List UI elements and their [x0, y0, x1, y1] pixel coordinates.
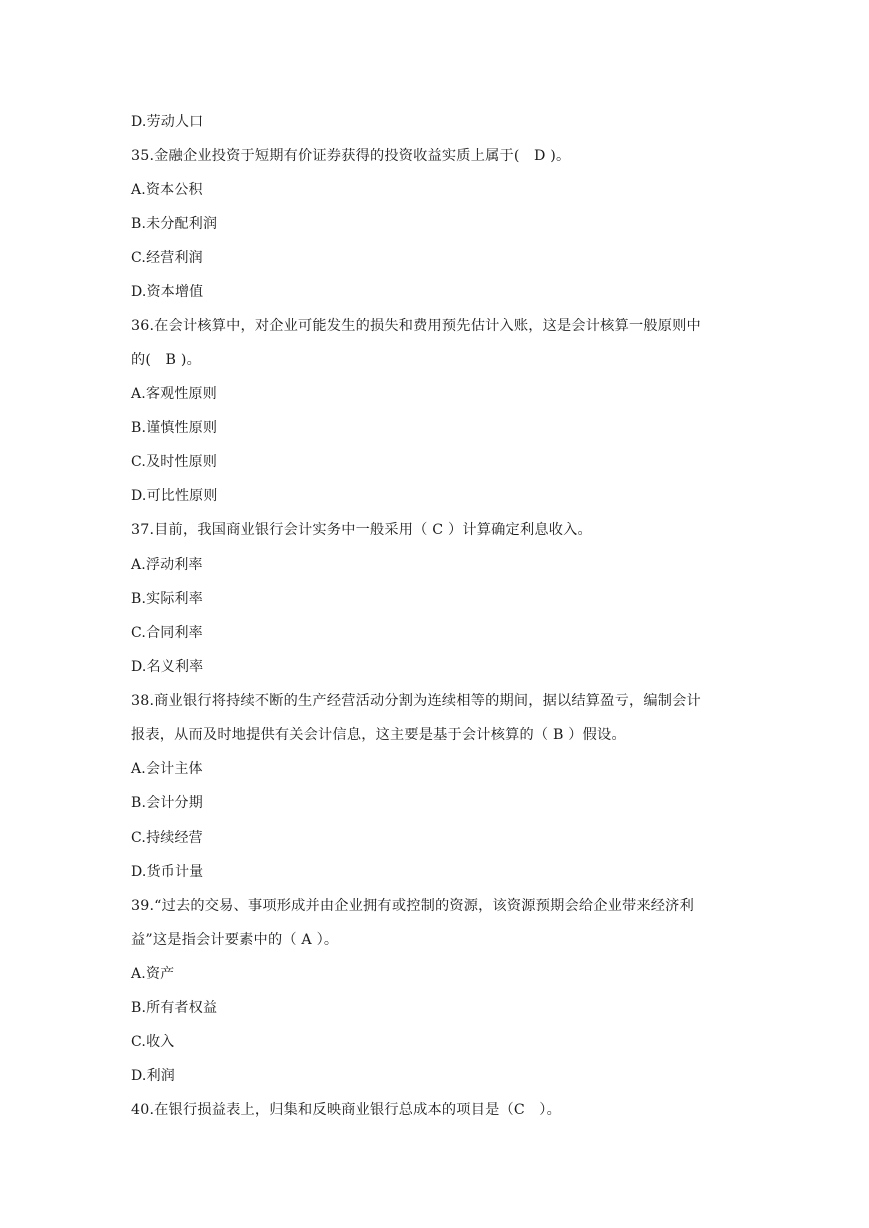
option-line: A.资本公积 [131, 182, 203, 198]
question-36: 36.在会计核算中，对企业可能发生的损失和费用预先估计入账，这是会计核算一般原则中 [131, 318, 701, 334]
question-37: 37.目前，我国商业银行会计实务中一般采用（ C ）计算确定利息收入。 [131, 522, 592, 538]
option-line: B.所有者权益 [131, 1000, 218, 1016]
question-35: 35.金融企业投资于短期有价证券获得的投资收益实质上属于( D )。 [131, 148, 571, 164]
question-36-cont: 的( B )。 [131, 352, 201, 368]
option-line: D.利润 [131, 1068, 175, 1084]
option-line: C.收入 [131, 1034, 175, 1050]
option-line: A.资产 [131, 966, 175, 982]
option-line: C.合同利率 [131, 625, 203, 641]
question-38: 38.商业银行将持续不断的生产经营活动分割为连续相等的期间，据以结算盈亏，编制会计 [131, 693, 701, 709]
option-line: A.会计主体 [131, 761, 203, 777]
option-line: C.经营利润 [131, 250, 203, 266]
question-40: 40.在银行损益表上，归集和反映商业银行总成本的项目是（C ）。 [131, 1102, 561, 1118]
option-line: D.资本增值 [131, 284, 204, 300]
option-line: B.谨慎性原则 [131, 420, 218, 436]
option-line: D.劳动人口 [131, 114, 204, 130]
option-line: B.会计分期 [131, 795, 203, 811]
option-line: B.实际利率 [131, 591, 203, 607]
option-line: D.可比性原则 [131, 488, 218, 504]
question-39: 39.“过去的交易、事项形成并由企业拥有或控制的资源，该资源预期会给企业带来经济利 [131, 898, 694, 914]
question-38-cont: 报表，从而及时地提供有关会计信息，这主要是基于会计核算的（ B ）假设。 [131, 727, 626, 743]
option-line: B.未分配利润 [131, 216, 218, 232]
option-line: D.名义利率 [131, 659, 204, 675]
option-line: C.及时性原则 [131, 454, 218, 470]
option-line: D.货币计量 [131, 864, 204, 880]
question-39-cont: 益”这是指会计要素中的（ A ）。 [131, 932, 339, 948]
option-line: A.客观性原则 [131, 386, 217, 402]
option-line: C.持续经营 [131, 830, 203, 846]
option-line: A.浮动利率 [131, 557, 203, 573]
